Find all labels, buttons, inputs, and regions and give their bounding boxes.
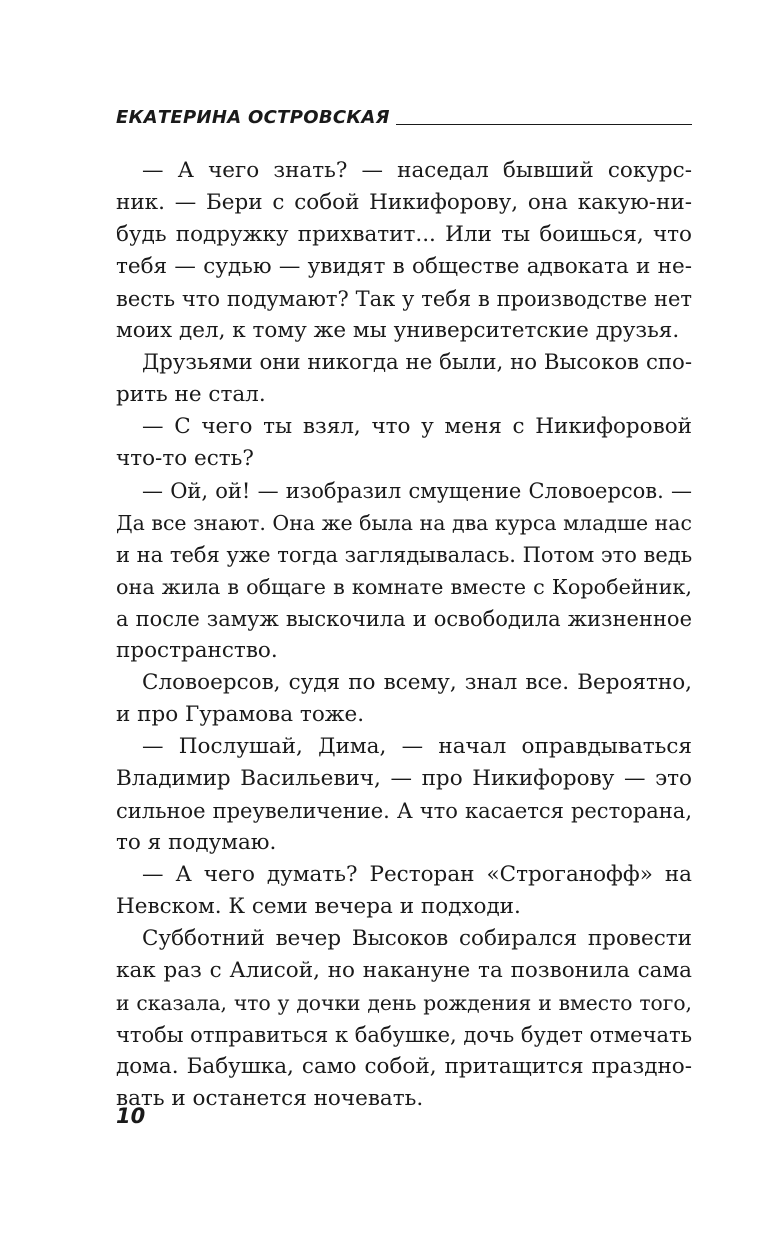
text-line: — Ой, ой! — изобразил смущение Словоерсов. — [142, 479, 692, 503]
body-text [116, 155, 692, 1115]
text-line: — С чего ты взял, что у меня с Никифоровой [142, 414, 692, 439]
text-line: — А чего думать? Ресторан «Строганофф» на [142, 862, 692, 887]
text-line: то я подумаю. [116, 830, 277, 855]
text-line: — Послушай, Дима, — начал оправдываться [142, 734, 692, 759]
text-line: будь подружку прихватит... Или ты боишься, что [116, 222, 692, 247]
text-line: сильное преувеличение. А что касается ресторана, [116, 799, 692, 823]
running-header-author: ЕКАТЕРИНА ОСТРОВСКАЯ [116, 107, 390, 128]
text-line: моих дел, к тому же мы университетские друзья. [116, 318, 680, 343]
text-line: вать и останется ночевать. [116, 1086, 424, 1111]
text-line: рить не стал. [116, 382, 266, 407]
text-line: Невском. К семи вечера и подходи. [116, 894, 521, 919]
text-line: — А чего знать? — наседал бывший сокурс- [142, 158, 692, 183]
text-line: ник. — Бери с собой Никифорову, она какую-ни- [116, 190, 692, 215]
text-line: как раз с Алисой, но накануне та позвонила сама [116, 958, 692, 983]
text-line: пространство. [116, 638, 278, 663]
text-line: Владимир Васильевич, — про Никифорову — это [116, 766, 692, 791]
text-line: весть что подумают? Так у тебя в производстве нет [116, 287, 692, 311]
text-line: она жила в общаге в комнате вместе с Коробейник, [116, 575, 692, 599]
text-line: Да все знают. Она же была на два курса младше нас [116, 511, 692, 535]
running-header [116, 103, 692, 127]
header-rule [396, 124, 692, 125]
page-number: 10 [116, 1104, 146, 1128]
text-line: дома. Бабушка, само собой, притащится праздно- [116, 1054, 692, 1079]
text-line: тебя — судью — увидят в обществе адвоката и не- [116, 254, 692, 279]
text-line: Субботний вечер Высоков собирался провести [142, 926, 692, 951]
text-line: Словоерсов, судя по всему, знал все. Вероятно, [142, 670, 692, 695]
text-line: и сказала, что у дочки день рождения и вместо того, [116, 991, 692, 1015]
text-line: и на тебя уже тогда заглядывалась. Потом это ведь [116, 543, 693, 567]
text-line: что-то есть? [116, 446, 254, 471]
text-line: чтобы отправиться к бабушке, дочь будет отмечать [116, 1023, 693, 1047]
text-line: и про Гурамова тоже. [116, 702, 365, 727]
text-line: Друзьями они никогда не были, но Высоков спо- [142, 350, 692, 375]
text-line: а после замуж выскочила и освободила жизненное [116, 607, 692, 631]
